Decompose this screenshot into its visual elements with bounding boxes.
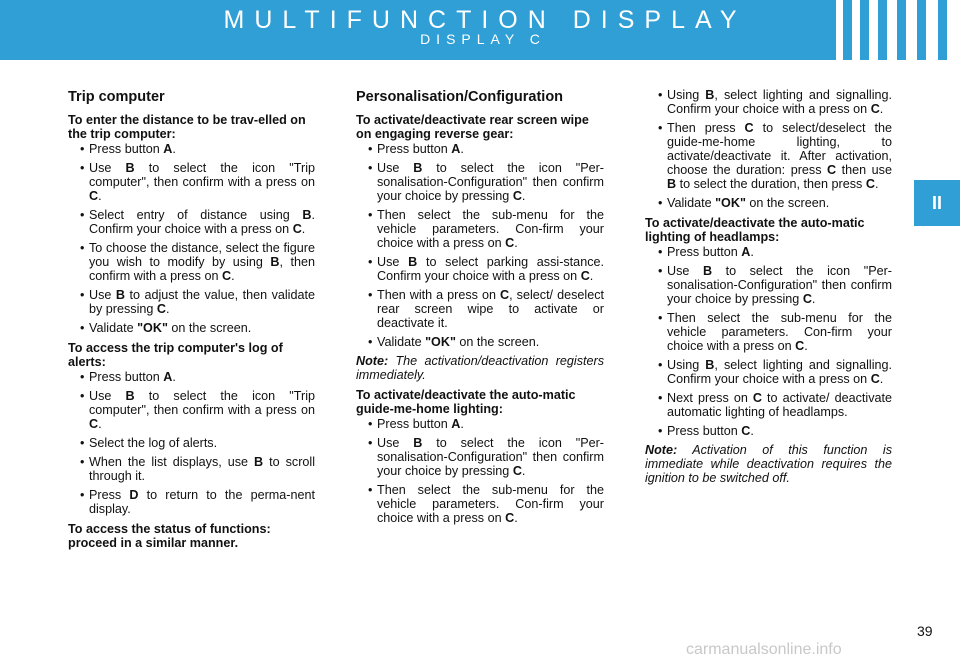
list-item bbox=[356, 436, 604, 478]
list-item bbox=[356, 161, 604, 203]
key-reference: C bbox=[580, 269, 590, 283]
key-reference: B bbox=[125, 389, 135, 403]
section-tab: II bbox=[914, 180, 960, 226]
watermark: carmanualsonline.info bbox=[686, 641, 842, 658]
item-text: . bbox=[750, 245, 754, 259]
key-reference: "OK" bbox=[715, 196, 746, 210]
item-text: Use bbox=[89, 288, 116, 302]
list-item bbox=[356, 335, 604, 349]
note-text: The activation/deactivation registers immediately. bbox=[356, 354, 604, 382]
key-reference: C bbox=[827, 163, 837, 177]
key-reference: B bbox=[705, 358, 715, 372]
key-reference: C bbox=[505, 236, 515, 250]
list-item bbox=[68, 161, 315, 203]
item-text: . bbox=[804, 339, 808, 353]
item-text: Then with a press on bbox=[377, 288, 501, 302]
page-title: MULTIFUNCTION DISPLAY bbox=[223, 6, 747, 34]
item-text: Use bbox=[89, 389, 126, 403]
item-text: . bbox=[98, 189, 102, 203]
subsection-title: To enter the distance to be trav-elled on the trip computer: bbox=[68, 113, 306, 141]
page-number: 39 bbox=[917, 623, 933, 639]
key-reference: A bbox=[163, 142, 173, 156]
list-item bbox=[645, 196, 892, 210]
header-bar bbox=[0, 0, 960, 60]
list-item bbox=[68, 288, 315, 316]
item-text: Use bbox=[377, 436, 414, 450]
list-item bbox=[68, 142, 315, 156]
item-text: . bbox=[874, 177, 879, 191]
item-text: Press button bbox=[667, 245, 742, 259]
key-reference: B bbox=[270, 255, 280, 269]
key-reference: C bbox=[752, 391, 762, 405]
key-reference: A bbox=[741, 245, 751, 259]
list-item bbox=[645, 121, 892, 191]
item-text: To choose the distance, select the figure you wish to modify by using bbox=[89, 241, 315, 269]
item-text: Use bbox=[89, 161, 126, 175]
list-item bbox=[645, 424, 892, 438]
key-reference: A bbox=[451, 142, 461, 156]
item-text: , select lighting and signalling. Confirm your choice with a press on bbox=[667, 358, 893, 386]
item-text: Press bbox=[89, 488, 130, 502]
note-text: Activation of this function is immediate while deactivation requires the ignition to be switched off. bbox=[645, 443, 892, 485]
instruction-list bbox=[645, 88, 892, 210]
list-item bbox=[645, 358, 892, 386]
key-reference: C bbox=[870, 102, 880, 116]
item-text: . bbox=[879, 372, 884, 386]
column-trip-computer bbox=[68, 88, 315, 551]
key-reference: B bbox=[125, 161, 135, 175]
key-reference: "OK" bbox=[425, 335, 456, 349]
key-reference: C bbox=[744, 121, 754, 135]
item-text: Then select the sub-menu for the vehicle parameters. Con-firm your choice with a press on bbox=[667, 311, 892, 353]
key-reference: C bbox=[865, 177, 875, 191]
item-text: to scroll through it. bbox=[89, 455, 315, 483]
key-reference: B bbox=[702, 264, 713, 278]
item-text: to select parking assi-stance. Confirm your choice with a press on bbox=[377, 255, 604, 283]
key-reference: D bbox=[129, 488, 139, 502]
key-reference: "OK" bbox=[137, 321, 168, 335]
key-reference: B bbox=[254, 455, 264, 469]
item-text: Select the log of alerts. bbox=[89, 436, 218, 450]
column-continued bbox=[645, 88, 892, 485]
instruction-list bbox=[68, 370, 315, 516]
list-item bbox=[645, 311, 892, 353]
item-text: . bbox=[172, 142, 176, 156]
instruction-list bbox=[645, 245, 892, 438]
section-heading: Trip computer bbox=[68, 89, 165, 105]
note-label: Note: bbox=[356, 354, 389, 368]
item-text: to select the duration, then press bbox=[676, 177, 866, 191]
item-text: Select entry of distance using bbox=[89, 208, 303, 222]
item-text: , then confirm with a press on bbox=[89, 255, 315, 283]
column-personalisation bbox=[356, 88, 604, 530]
header-stripes bbox=[836, 0, 960, 60]
item-text: . bbox=[811, 292, 816, 306]
key-reference: C bbox=[505, 511, 515, 525]
list-item bbox=[68, 321, 315, 335]
item-text: Use bbox=[377, 255, 409, 269]
subsection-title: To access the status of functions: proceed in a similar manner. bbox=[68, 522, 271, 550]
instruction-list bbox=[356, 142, 604, 349]
item-text: Use bbox=[377, 161, 414, 175]
key-reference: C bbox=[222, 269, 232, 283]
item-text: Press button bbox=[377, 142, 452, 156]
item-text: to select the icon "Per-sonalisation-Configuration" then confirm your choice by pressing bbox=[377, 436, 604, 478]
list-item bbox=[645, 245, 892, 259]
key-reference: A bbox=[163, 370, 173, 384]
item-text: . bbox=[750, 424, 754, 438]
item-text: Validate bbox=[377, 335, 426, 349]
list-item bbox=[645, 264, 892, 306]
key-reference: C bbox=[870, 372, 880, 386]
list-item bbox=[356, 142, 604, 156]
key-reference: B bbox=[408, 255, 418, 269]
note-label: Note: bbox=[645, 443, 678, 457]
key-reference: C bbox=[512, 189, 522, 203]
item-text: Use bbox=[667, 264, 703, 278]
item-text: . bbox=[231, 269, 235, 283]
list-item bbox=[68, 436, 315, 450]
instruction-list bbox=[356, 417, 604, 525]
item-text: . bbox=[521, 464, 526, 478]
subsection-title: To activate/deactivate the auto-matic guide-me-home lighting: bbox=[356, 388, 576, 416]
list-item bbox=[356, 255, 604, 283]
item-text: , select lighting and signalling. Confirm your choice with a press on bbox=[667, 88, 893, 116]
item-text: to select the icon "Trip computer", then confirm with a press on bbox=[89, 389, 315, 417]
key-reference: B bbox=[413, 436, 423, 450]
key-reference: C bbox=[512, 464, 522, 478]
item-text: to select the icon "Per-sonalisation-Configuration" then confirm your choice by pressing bbox=[377, 161, 604, 203]
item-text: . bbox=[301, 222, 306, 236]
list-item bbox=[68, 389, 315, 431]
item-text: to select/deselect the guide-me-home lighting, to activate/deactivate it. After activation, choose the duration: press bbox=[667, 121, 892, 177]
item-text: , select/ deselect rear screen wipe to activate or deactivate it. bbox=[377, 288, 604, 330]
list-item bbox=[68, 488, 315, 516]
list-item bbox=[356, 483, 604, 525]
key-reference: C bbox=[500, 288, 510, 302]
item-text: Using bbox=[667, 358, 706, 372]
list-item bbox=[356, 417, 604, 431]
item-text: Next press on bbox=[667, 391, 753, 405]
instruction-list bbox=[68, 142, 315, 335]
item-text: Press button bbox=[377, 417, 452, 431]
item-text: on the screen. bbox=[167, 321, 252, 335]
key-reference: A bbox=[451, 417, 461, 431]
item-text: . bbox=[460, 417, 464, 431]
item-text: . bbox=[460, 142, 464, 156]
subsection-title: To activate/deactivate rear screen wipe on engaging reverse gear: bbox=[356, 113, 589, 141]
item-text: then use bbox=[836, 163, 892, 177]
item-text: on the screen. bbox=[455, 335, 540, 349]
item-text: . Confirm your choice with a press on bbox=[89, 208, 315, 236]
item-text: Validate bbox=[89, 321, 138, 335]
item-text: . bbox=[98, 417, 102, 431]
list-item bbox=[645, 391, 892, 419]
key-reference: C bbox=[89, 189, 99, 203]
item-text: . bbox=[514, 236, 518, 250]
page-subtitle: DISPLAY C bbox=[420, 31, 546, 47]
item-text: to activate/ deactivate automatic lighting of headlamps. bbox=[667, 391, 892, 419]
item-text: . bbox=[589, 269, 594, 283]
item-text: Validate bbox=[667, 196, 716, 210]
list-item bbox=[68, 241, 315, 283]
note bbox=[645, 443, 892, 485]
key-reference: C bbox=[795, 339, 805, 353]
subsection-title: To access the trip computer's log of alerts: bbox=[68, 341, 283, 369]
item-text: Then press bbox=[667, 121, 745, 135]
item-text: on the screen. bbox=[745, 196, 830, 210]
item-text: . bbox=[166, 302, 170, 316]
key-reference: B bbox=[413, 161, 423, 175]
item-text: . bbox=[172, 370, 176, 384]
item-text: to select the icon "Trip computer", then confirm with a press on bbox=[89, 161, 315, 189]
section-heading: Personalisation/Configuration bbox=[356, 89, 564, 105]
list-item bbox=[356, 208, 604, 250]
key-reference: C bbox=[292, 222, 302, 236]
key-reference: B bbox=[115, 288, 125, 302]
item-text: . bbox=[879, 102, 884, 116]
key-reference: B bbox=[302, 208, 312, 222]
list-item bbox=[356, 288, 604, 330]
key-reference: C bbox=[156, 302, 167, 316]
subsection-title: To activate/deactivate the auto-matic lighting of headlamps: bbox=[645, 216, 865, 244]
note bbox=[356, 354, 604, 382]
item-text: . bbox=[514, 511, 518, 525]
item-text: Press button bbox=[89, 142, 164, 156]
item-text: to select the icon "Per-sonalisation-Configuration" then confirm your choice by pressing bbox=[667, 264, 892, 306]
item-text: When the list displays, use bbox=[89, 455, 255, 469]
key-reference: C bbox=[741, 424, 751, 438]
key-reference: C bbox=[802, 292, 812, 306]
item-text: Press button bbox=[89, 370, 164, 384]
item-text: Then select the sub-menu for the vehicle parameters. Con-firm your choice with a press on bbox=[377, 208, 604, 250]
list-item bbox=[68, 208, 315, 236]
item-text: to return to the perma-nent display. bbox=[89, 488, 315, 516]
list-item bbox=[68, 370, 315, 384]
list-item bbox=[645, 88, 892, 116]
item-text: . bbox=[521, 189, 526, 203]
key-reference: C bbox=[89, 417, 99, 431]
key-reference: B bbox=[705, 88, 715, 102]
item-text: Using bbox=[667, 88, 706, 102]
item-text: Press button bbox=[667, 424, 742, 438]
key-reference: B bbox=[667, 177, 677, 191]
item-text: to adjust the value, then validate by pressing bbox=[89, 288, 315, 316]
item-text: Then select the sub-menu for the vehicle parameters. Con-firm your choice with a press on bbox=[377, 483, 604, 525]
list-item bbox=[68, 455, 315, 483]
